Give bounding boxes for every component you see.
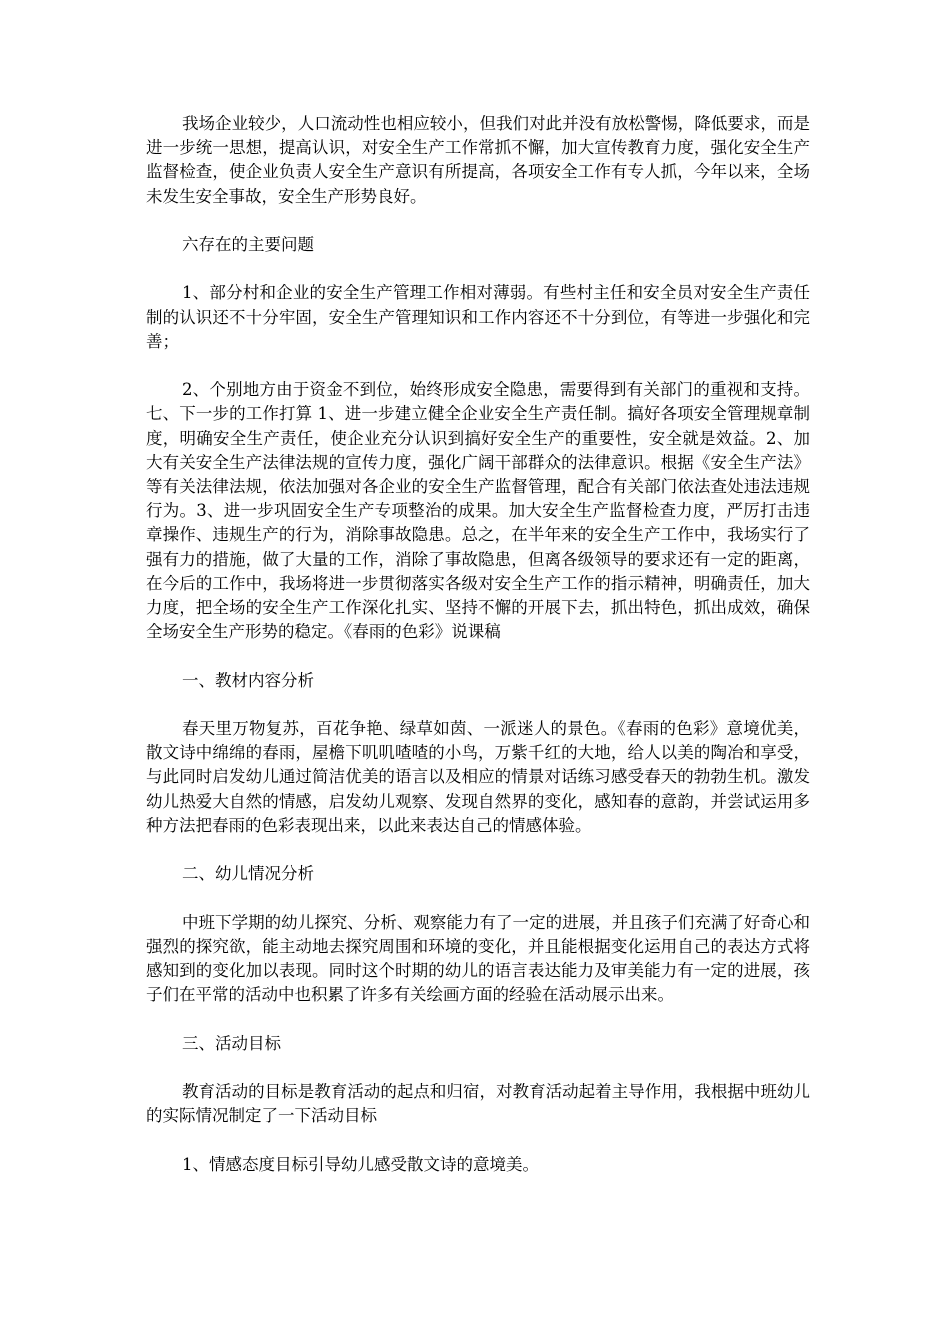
paragraph-children-analysis: 中班下学期的幼儿探究、分析、观察能力有了一定的进展，并且孩子们充满了好奇心和强烈的探究欲，能主动地去探究周围和环境的变化，并且能根据变化运用自己的表达方式将感知到的变化加以表现。同时这个时期的幼儿的语言表达能力及审美能力有一定的进展，孩子们在平常的活动中也积累了许多有关绘画方面的经验在活动展示出来。 bbox=[146, 912, 810, 1005]
paragraph-problem-1: 1、部分村和企业的安全生产管理工作相对薄弱。有些村主任和安全员对安全生产责任制的认识还不十分牢固，安全生产管理知识和工作内容还不十分到位，有等进一步强化和完善； bbox=[146, 283, 810, 351]
paragraph-material-analysis: 春天里万物复苏，百花争艳、绿草如茵、一派迷人的景色。《春雨的色彩》意境优美，散文诗中绵绵的春雨，屋檐下叽叽喳喳的小鸟，万紫千红的大地，给人以美的陶冶和享受，与此同时启发幼儿通过简洁优美的语言以及相应的情景对话练习感受春天的勃勃生机。激发幼儿热爱大自然的情感，启发幼儿观察、发现自然界的变化，感知春的意韵，并尝试运用多种方法把春雨的色彩表现出来，以此来表达自己的情感体验。 bbox=[146, 719, 810, 835]
heading-activity-goals: 三、活动目标 bbox=[182, 1033, 281, 1053]
paragraph-goal-1: 1、情感态度目标引导幼儿感受散文诗的意境美。 bbox=[182, 1154, 539, 1174]
heading-children-analysis: 二、幼儿情况分析 bbox=[182, 864, 314, 884]
heading-main-problems: 六存在的主要问题 bbox=[182, 235, 314, 254]
paragraph-activity-goals: 教育活动的目标是教育活动的起点和归宿，对教育活动起着主导作用，我根据中班幼儿的实际情况制定了一下活动目标 bbox=[146, 1081, 810, 1126]
paragraph-problem-2-and-plan: 2、个别地方由于资金不到位，始终形成安全隐患，需要得到有关部门的重视和支持。 七、下一步的工作打算 1、进一步建立健全企业安全生产责任制。搞好各项安全管理规章制度，明确安全生产责任，使企业充分认识到搞好安全生产的重要性，安全就是效益。2、加大有关安全生产法律法规的宣传力度，强化广阔干部群众的法律意识。根据《安全生产法》等有关法律法规，依法加强对各企业的安全生产监督管理，配合有关部门依法查处违法违规行为。3、进一步巩固安全生产专项整治的成果。加大安全生产监督检查力度，严厉打击违章操作、违规生产的行为，消除事故隐患。总之，在半年来的安全生产工作中，我场实行了强有力的措施，做了大量的工作，消除了事故隐患，但离各级领导的要求还有一定的距离，在今后的工作中，我场将进一步贯彻落实各级对安全生产工作的指示精神，明确责任，加大力度，把全场的安全生产工作深化扎实、坚持不懈的开展下去，抓出特色，抓出成效，确保全场安全生产形势的稳定。《春雨的色彩》说课稿 bbox=[146, 380, 810, 642]
document-body bbox=[146, 112, 810, 1201]
heading-material-analysis: 一、教材内容分析 bbox=[182, 670, 314, 690]
paragraph-safety-summary: 我场企业较少，人口流动性也相应较小，但我们对此并没有放松警惕，降低要求，而是进一步统一思想，提高认识，对安全生产工作常抓不懈，加大宣传教育力度，强化安全生产监督检查，使企业负责人安全生产意识有所提高，各项安全工作有专人抓，今年以来，全场未发生安全事故，安全生产形势良好。 bbox=[146, 114, 810, 206]
